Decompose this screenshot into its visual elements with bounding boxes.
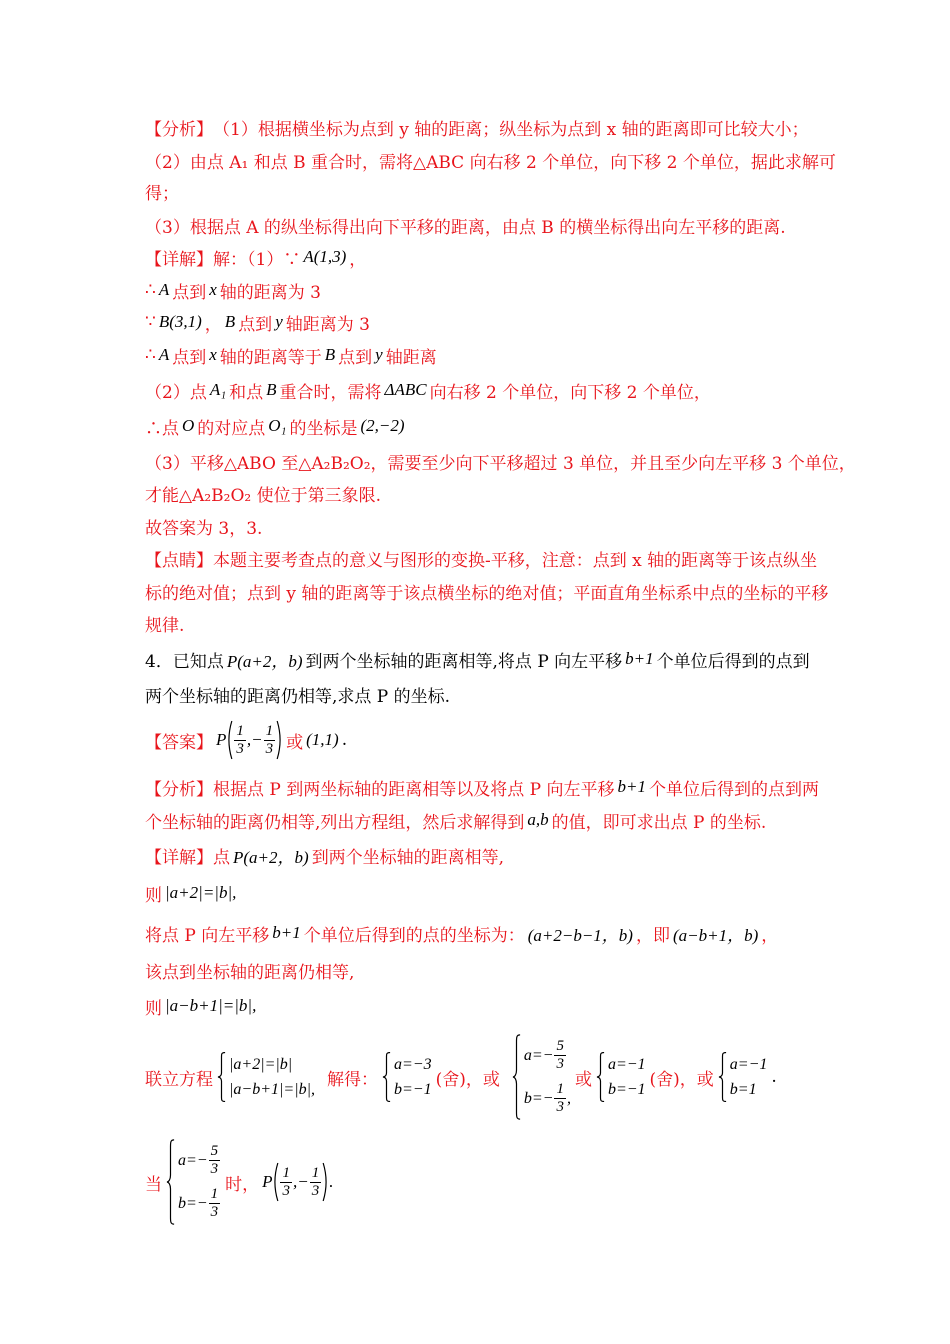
system-row [178, 1186, 221, 1221]
math-coordinate: (2,−2) [360, 416, 405, 435]
detail-text: 轴的距离等于 [219, 347, 322, 368]
math-coordinate: (1,1) [306, 730, 339, 749]
q4-analysis-line-1 [145, 776, 819, 798]
right-paren [276, 720, 283, 760]
comment-text: 标的绝对值；点到 y 轴的距离等于该点横坐标的绝对值；平面直角坐标系中点的坐标的平移 [145, 583, 829, 604]
detail-text: 重合时，需将 [279, 382, 382, 403]
comment-text: 规律. [145, 615, 185, 636]
system-row [229, 1081, 315, 1099]
q3-analysis-line-1 [145, 116, 809, 138]
detail-text: 点到 [172, 347, 207, 368]
detail-text: ， [761, 925, 779, 946]
equation-system [217, 1052, 315, 1102]
question-text: 到两个坐标轴的距离相等,将点 P 向左平移 [305, 651, 623, 672]
numerator: 1 [265, 722, 274, 739]
detail-text: （2）点 [145, 382, 207, 403]
denominator: 3 [210, 1204, 219, 1220]
detail-text: ， [204, 314, 222, 335]
q4-detail-line-4 [145, 959, 354, 981]
math-var: A₁ [209, 380, 227, 399]
math-equation: |a+2|=|b| [229, 1055, 293, 1073]
system-row [178, 1143, 221, 1178]
math-equation: b=−1 [393, 1080, 432, 1098]
math-point-p: P(a+2，b) [233, 847, 309, 867]
detail-text: 和点 [229, 382, 264, 403]
q4-answer-line [145, 718, 347, 762]
numerator: 5 [210, 1143, 219, 1159]
q3-detail-line-8 [145, 482, 381, 504]
math-var: B [266, 380, 277, 399]
math-equation: |a+2|=|b|, [165, 883, 237, 902]
detail-text: 个单位后得到的点的坐标为： [303, 925, 525, 946]
denominator: 3 [265, 740, 274, 757]
question-text: 4．已知点 [145, 651, 224, 672]
detail-text: 点到 [238, 314, 273, 335]
math-equation: a=−3 [393, 1055, 432, 1073]
math-equation: a=− [523, 1046, 554, 1064]
left-paren [226, 720, 233, 760]
numerator: 1 [236, 722, 244, 739]
q3-analysis-line-2 [145, 149, 836, 171]
detail-text: 轴距离为 3 [285, 314, 370, 335]
brace [382, 1052, 391, 1102]
question-text: 个单位后得到的点到 [656, 651, 810, 672]
numerator: 1 [556, 1081, 564, 1097]
solution-1 [382, 1052, 432, 1102]
fraction [310, 1165, 322, 1200]
comment-text: 本题主要考查点的意义与图形的变换-平移，注意：点到 x 轴的距离等于该点纵坐 [213, 550, 818, 571]
q4-detail-line-2 [145, 882, 239, 904]
analysis-text: （3）根据点 A 的纵坐标得出向下平移的距离，由点 B 的横坐标得出向左平移的距离. [145, 217, 786, 238]
brace [596, 1052, 605, 1102]
analysis-tag: 【分析】 [145, 779, 213, 800]
final-answer-text: 故答案为 3，3. [145, 518, 263, 539]
detail-tag: 【详解】 [145, 249, 213, 270]
denominator: 3 [556, 1099, 564, 1115]
answer-point [216, 720, 283, 760]
analysis-text: 得； [145, 183, 179, 204]
therefore-symbol: ∴ [145, 280, 156, 300]
detail-text: 的对应点 [197, 418, 266, 439]
math-var: x [209, 280, 217, 299]
minus-sign: − [297, 1172, 309, 1191]
math-expression: b+1 [625, 649, 654, 668]
system-row [394, 1056, 432, 1074]
q4-detail-line-5 [145, 995, 259, 1017]
math-equation: b=− [178, 1194, 208, 1212]
right-paren [322, 1162, 329, 1202]
analysis-text: （1）根据横坐标为点到 y 轴的距离；纵坐标为点到 x 轴的距离即可比较大小； [213, 119, 809, 140]
q3-detail-line-1 [145, 246, 366, 268]
detail-text: 时， [225, 1174, 260, 1195]
math-equation: b=− [523, 1089, 554, 1107]
left-paren [272, 1162, 279, 1202]
q4-analysis-line-2 [145, 809, 766, 831]
math-equation: a=− [178, 1151, 208, 1169]
detail-text: 或 [574, 1069, 592, 1090]
detail-text: 点 [213, 847, 230, 868]
solution-3 [596, 1052, 646, 1102]
period: . [771, 1067, 777, 1087]
fraction [554, 1038, 566, 1073]
math-var: O₁ [268, 416, 287, 435]
math-equation: |a−b+1|=|b|, [229, 1080, 315, 1098]
system-row [229, 1056, 315, 1074]
system-row [394, 1081, 432, 1099]
math-equation: b=1 [729, 1080, 757, 1098]
denominator: 3 [210, 1161, 219, 1177]
separator: , [292, 1172, 298, 1191]
q3-detail-line-9 [145, 515, 262, 537]
system-rows [178, 1139, 221, 1225]
q4-detail-line-3 [145, 922, 778, 944]
math-var: A [158, 345, 170, 364]
math-expression: b+1 [617, 777, 646, 796]
q3-detail-line-3 [145, 311, 370, 333]
system-row [524, 1038, 571, 1073]
q3-detail-line-5 [145, 379, 711, 401]
analysis-text: 的值，即可求出点 P 的坐标. [551, 812, 767, 833]
fraction [234, 723, 246, 758]
q3-comment-line-1 [145, 547, 817, 569]
comma: , [566, 1089, 571, 1107]
system-rows [730, 1052, 768, 1102]
detail-text: 的坐标是 [289, 418, 358, 439]
fraction [554, 1081, 566, 1116]
math-var: B [324, 345, 336, 364]
detail-text: 轴距离 [385, 347, 437, 368]
solution-system [166, 1139, 221, 1225]
detail-text: 轴的距离为 3 [219, 282, 321, 303]
analysis-text: 个单位后得到的点到两 [648, 779, 819, 800]
comment-tag: 【点睛】 [145, 550, 213, 571]
system-rows [394, 1052, 432, 1102]
numerator: 5 [556, 1038, 564, 1054]
math-point-p: P(a+2，b) [226, 651, 303, 671]
brace [512, 1034, 521, 1120]
q3-analysis-line-4 [145, 214, 786, 236]
detail-text: 向右移 2 个单位，向下移 2 个单位， [429, 382, 711, 403]
answer-text: 或 [286, 732, 304, 753]
system-rows [524, 1034, 571, 1120]
math-equation: b=−1 [607, 1080, 646, 1098]
q3-detail-line-4 [145, 344, 437, 366]
math-coordinate: (a−b+1，b) [672, 925, 759, 945]
brace [166, 1139, 175, 1225]
period: . [329, 1172, 334, 1191]
denominator: 3 [556, 1056, 564, 1072]
detail-text: ， [349, 249, 367, 270]
system-row [730, 1081, 768, 1099]
q3-detail-line-2 [145, 279, 321, 301]
detail-text: ∴点 [145, 418, 179, 439]
math-equation: |a−b+1|=|b|, [165, 996, 257, 1015]
math-var: y [275, 312, 283, 331]
q4-question-line-2 [145, 683, 450, 705]
rejected-note: (舍)，或 [649, 1069, 714, 1090]
detail-text: 联立方程 [145, 1069, 213, 1090]
detail-text: 解得： [326, 1069, 378, 1090]
question-text: 两个坐标轴的距离仍相等,求点 P 的坐标. [145, 686, 451, 707]
math-point-a: A(1,3) [303, 247, 347, 266]
q4-detail-systems-line [145, 1033, 777, 1121]
period: . [341, 730, 348, 750]
numerator: 1 [282, 1164, 290, 1181]
fraction [209, 1143, 221, 1178]
brace [217, 1052, 226, 1102]
analysis-text: （2）由点 A₁ 和点 B 重合时，需将△ABC 向右移 2 个单位，向下移 2 个单位，据此求解可 [145, 152, 836, 173]
detail-text: 解：（1）∵ [213, 249, 301, 270]
math-var: x [209, 345, 217, 364]
q4-detail-line-1 [145, 844, 504, 866]
detail-text: 将点 P 向左平移 [145, 925, 270, 946]
denominator: 3 [311, 1182, 320, 1199]
detail-tag: 【详解】 [145, 847, 213, 868]
q3-detail-line-7 [145, 450, 856, 472]
math-coordinate: (a+2−b−1，b) [527, 925, 633, 945]
math-triangle: ΔABC [384, 380, 427, 399]
because-symbol: ∵ [145, 312, 156, 332]
minus-sign: − [251, 730, 263, 749]
math-point-b: B(3,1) [158, 312, 202, 331]
q4-question-line-1 [145, 648, 810, 670]
brace [718, 1052, 727, 1102]
numerator: 1 [311, 1164, 320, 1181]
system-row [730, 1056, 768, 1074]
math-var: y [375, 345, 383, 364]
result-point [262, 1162, 333, 1202]
detail-text: ，即 [635, 925, 670, 946]
q4-conclusion-line [145, 1139, 336, 1225]
detail-text: 点到 [338, 347, 373, 368]
detail-text: 到两个坐标轴的距离相等, [311, 847, 505, 868]
q3-comment-line-3 [145, 612, 184, 634]
fraction [209, 1186, 221, 1221]
solution-2 [512, 1034, 571, 1120]
math-var: B [224, 312, 236, 331]
math-var: P [262, 1172, 273, 1191]
analysis-tag: 【分析】 [145, 119, 213, 140]
analysis-text: 个坐标轴的距离仍相等,列出方程组，然后求解得到 [145, 812, 525, 833]
denominator: 3 [282, 1182, 290, 1199]
system-row [608, 1056, 646, 1074]
math-var: P [216, 730, 227, 749]
separator: , [246, 730, 252, 749]
detail-text: 该点到坐标轴的距离仍相等, [145, 962, 355, 983]
detail-text: （3）平移△ABO 至△A₂B₂O₂，需要至少向下平移超过 3 单位，并且至少向左平移 3 个单位， [145, 453, 856, 474]
analysis-text: 根据点 P 到两坐标轴的距离相等以及将点 P 向左平移 [213, 779, 615, 800]
detail-text: 则 [145, 885, 162, 906]
detail-text: 则 [145, 998, 162, 1019]
q3-comment-line-2 [145, 580, 828, 602]
rejected-note: (舍)，或 [435, 1069, 500, 1090]
system-rows [229, 1052, 315, 1102]
q3-detail-line-6 [145, 415, 408, 437]
denominator: 3 [236, 740, 244, 757]
fraction [264, 723, 276, 758]
numerator: 1 [210, 1186, 219, 1202]
answer-tag: 【答案】 [145, 732, 213, 753]
fraction [280, 1165, 292, 1200]
system-row [524, 1081, 571, 1116]
therefore-symbol: ∴ [145, 345, 156, 365]
math-var: A [158, 280, 170, 299]
q3-analysis-line-3 [145, 180, 179, 202]
detail-text: 当 [145, 1174, 162, 1195]
solution-4 [718, 1052, 768, 1102]
math-expression: b+1 [272, 923, 301, 942]
math-equation: a=−1 [729, 1055, 768, 1073]
math-expression: a,b [527, 810, 549, 829]
math-var: O [182, 416, 195, 435]
system-rows [608, 1052, 646, 1102]
system-row [608, 1081, 646, 1099]
math-equation: a=−1 [607, 1055, 646, 1073]
detail-text: 才能△A₂B₂O₂ 使位于第三象限. [145, 485, 382, 506]
detail-text: 点到 [172, 282, 207, 303]
